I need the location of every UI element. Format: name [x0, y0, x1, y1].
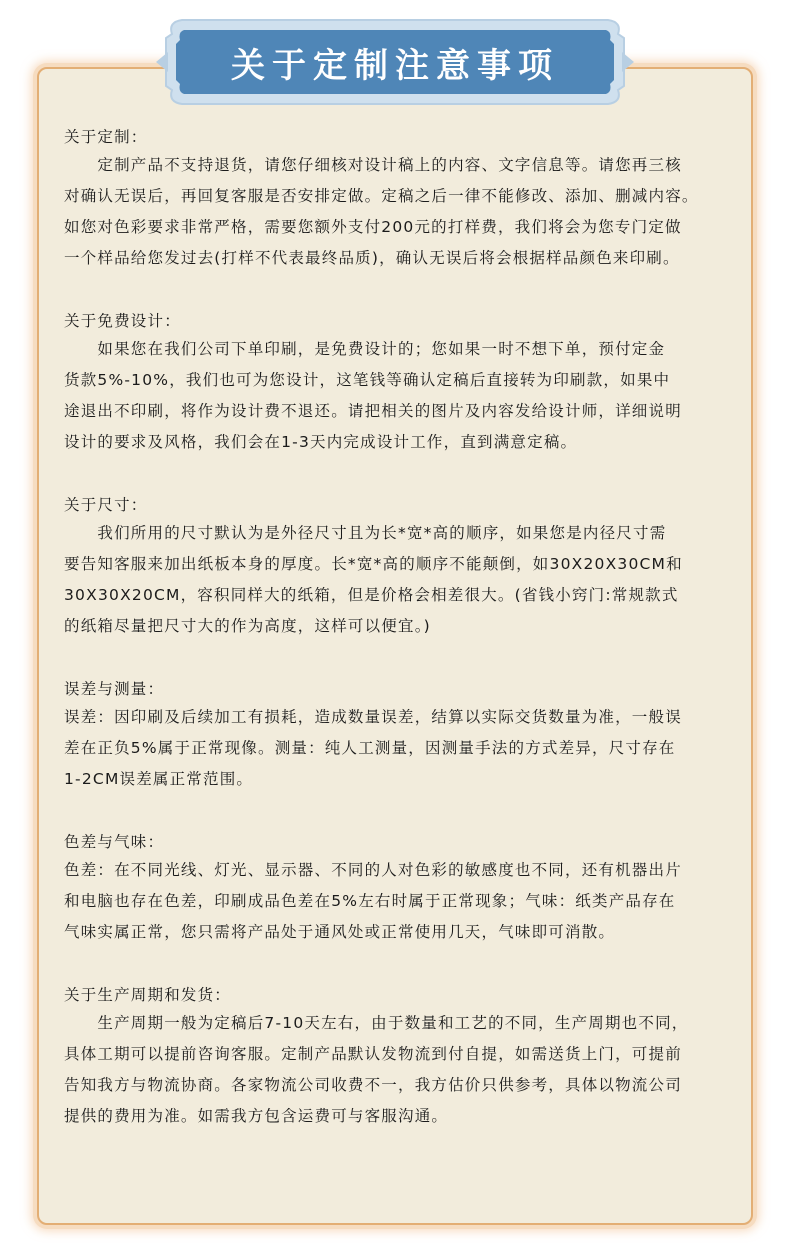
text-line: 气味实属正常，您只需将产品处于通风处或正常使用几天，气味即可消散。: [64, 923, 616, 941]
text-line: 如您对色彩要求非常严格，需要您额外支付200元的打样费，我们将会为您专门定做: [64, 218, 682, 236]
section-body: [64, 518, 736, 642]
section-body: [64, 1008, 736, 1132]
section-custom: [64, 124, 736, 274]
section-body: [64, 702, 736, 795]
page-title: 关于定制注意事项: [231, 45, 559, 86]
text-line: 如果您在我们公司下单印刷，是免费设计的；您如果一时不想下单，预付定金: [64, 340, 666, 358]
section-production-shipping: [64, 982, 736, 1132]
text-line: 设计的要求及风格，我们会在1-3天内完成设计工作，直到满意定稿。: [64, 433, 578, 451]
section-heading: 色差与气味：: [64, 833, 165, 851]
text-line: 定制产品不支持退货，请您仔细核对设计稿上的内容、文字信息等。请您再三核: [64, 156, 682, 174]
notice-content: [64, 124, 736, 1166]
section-color-odor: [64, 829, 736, 948]
text-line: 和电脑也存在色差，印刷成品色差在5%左右时属于正常现象；气味：纸类产品存在: [64, 892, 676, 910]
text-line: 货款5%-10%，我们也可为您设计，这笔钱等确认定稿后直接转为印刷款，如果中: [64, 371, 671, 389]
section-heading: 关于尺寸：: [64, 496, 148, 514]
text-line: 途退出不印刷，将作为设计费不退还。请把相关的图片及内容发给设计师，详细说明: [64, 402, 682, 420]
text-line: 要告知客服来加出纸板本身的厚度。长*宽*高的顺序不能颠倒，如30X20X30CM和: [64, 555, 683, 573]
text-line: 提供的费用为准。如需我方包含运费可与客服沟通。: [64, 1107, 449, 1125]
section-size: [64, 492, 736, 642]
text-line: 对确认无误后，再回复客服是否安排定做。定稿之后一律不能修改、添加、删减内容。: [64, 187, 699, 205]
section-free-design: [64, 308, 736, 458]
text-line: 具体工期可以提前咨询客服。定制产品默认发物流到付自提，如需送货上门，可提前: [64, 1045, 682, 1063]
text-line: 差在正负5%属于正常现像。测量：纯人工测量，因测量手法的方式差异，尺寸存在: [64, 739, 676, 757]
section-heading: 关于定制：: [64, 128, 148, 146]
section-error-measure: [64, 676, 736, 795]
text-line: 生产周期一般为定稿后7-10天左右，由于数量和工艺的不同，生产周期也不同，: [64, 1014, 689, 1032]
text-line: 1-2CM误差属正常范围。: [64, 770, 254, 788]
section-body: [64, 855, 736, 948]
title-banner: [150, 14, 640, 110]
text-line: 30X30X20CM，容积同样大的纸箱，但是价格会相差很大。(省钱小窍门:常规款式: [64, 586, 679, 604]
text-line: 色差：在不同光线、灯光、显示器、不同的人对色彩的敏感度也不同，还有机器出片: [64, 861, 682, 879]
text-line: 一个样品给您发过去(打样不代表最终品质)，确认无误后将会根据样品颜色来印刷。: [64, 249, 680, 267]
section-heading: 关于免费设计：: [64, 312, 181, 330]
text-line: 告知我方与物流协商。各家物流公司收费不一，我方估价只供参考，具体以物流公司: [64, 1076, 682, 1094]
section-body: [64, 334, 736, 458]
text-line: 我们所用的尺寸默认为是外径尺寸且为长*宽*高的顺序，如果您是内径尺寸需: [64, 524, 667, 542]
section-heading: 关于生产周期和发货：: [64, 986, 232, 1004]
text-line: 误差：因印刷及后续加工有损耗，造成数量误差，结算以实际交货数量为准，一般误: [64, 708, 682, 726]
section-body: [64, 150, 736, 274]
section-heading: 误差与测量：: [64, 680, 165, 698]
text-line: 的纸箱尽量把尺寸大的作为高度，这样可以便宜。): [64, 617, 431, 635]
